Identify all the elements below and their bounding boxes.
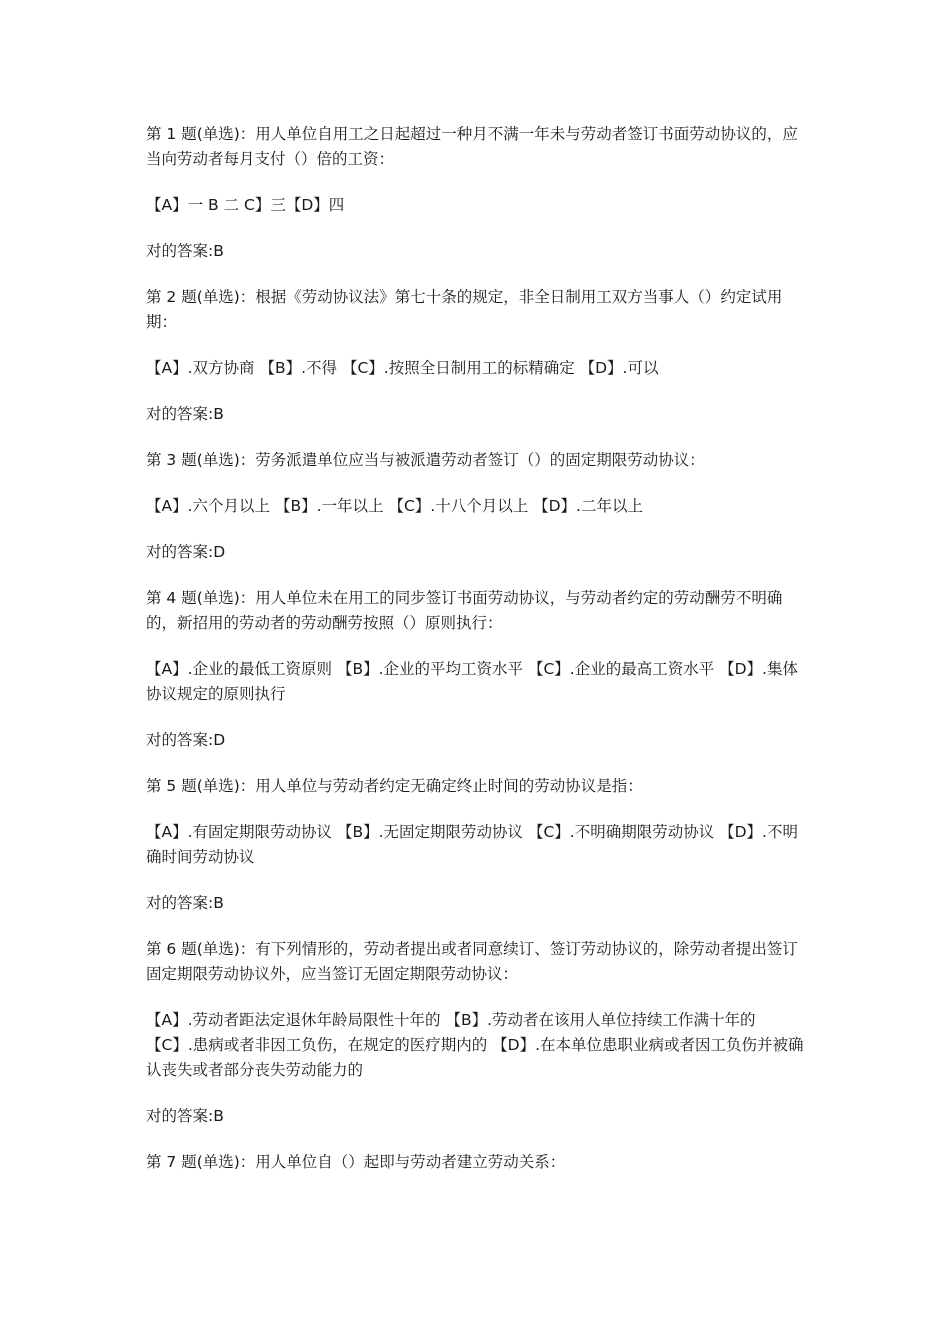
- question-7-stem: 第 7 题(单选)：用人单位自（）起即与劳动者建立劳动关系：: [146, 1153, 566, 1171]
- question-1-answer: 对的答案:B: [146, 242, 224, 260]
- question-3-answer: 对的答案:D: [146, 543, 226, 561]
- question-3-options: 【A】.六个月以上 【B】.一年以上 【C】.十八个月以上 【D】.二年以上: [146, 497, 643, 515]
- question-6-stem: 第 6 题(单选)：有下列情形的，劳动者提出或者同意续订、签订劳动协议的，除劳动者提出签订固定期限劳动协议外，应当签订无固定期限劳动协议：: [146, 940, 798, 983]
- question-5-options: 【A】.有固定期限劳动协议 【B】.无固定期限劳动协议 【C】.不明确期限劳动协议 【D】.不明确时间劳动协议: [146, 823, 798, 866]
- question-5-stem: 第 5 题(单选)：用人单位与劳动者约定无确定终止时间的劳动协议是指：: [146, 777, 643, 795]
- question-1-stem: 第 1 题(单选)：用人单位自用工之日起超过一种月不满一年未与劳动者签订书面劳动协议的，应当向劳动者每月支付（）倍的工资：: [146, 125, 798, 168]
- question-3-stem: 第 3 题(单选)：劳务派遣单位应当与被派遣劳动者签订（）的固定期限劳动协议：: [146, 451, 705, 469]
- question-1-options: 【A】一 B 二 C】三【D】四: [146, 196, 345, 214]
- question-4-options: 【A】.企业的最低工资原则 【B】.企业的平均工资水平 【C】.企业的最高工资水平 【D】.集体协议规定的原则执行: [146, 660, 798, 703]
- question-2-answer: 对的答案:B: [146, 405, 224, 423]
- question-6-answer: 对的答案:B: [146, 1107, 224, 1125]
- question-6-options: 【A】.劳动者距法定退休年龄局限性十年的 【B】.劳动者在该用人单位持续工作满十年的 【C】.患病或者非因工负伤，在规定的医疗期内的 【D】.在本单位患职业病或者因工负伤并被确认丧失或者部分丧失劳动能力的: [146, 1011, 804, 1079]
- question-4-stem: 第 4 题(单选)：用人单位未在用工的同步签订书面劳动协议，与劳动者约定的劳动酬劳不明确的，新招用的劳动者的劳动酬劳按照（）原则执行：: [146, 589, 783, 632]
- question-4-answer: 对的答案:D: [146, 731, 226, 749]
- question-2-stem: 第 2 题(单选)：根据《劳动协议法》第七十条的规定，非全日制用工双方当事人（）约定试用期：: [146, 288, 783, 331]
- document-page: [146, 122, 806, 1196]
- question-2-options: 【A】.双方协商 【B】.不得 【C】.按照全日制用工的标精确定 【D】.可以: [146, 359, 659, 377]
- question-5-answer: 对的答案:B: [146, 894, 224, 912]
